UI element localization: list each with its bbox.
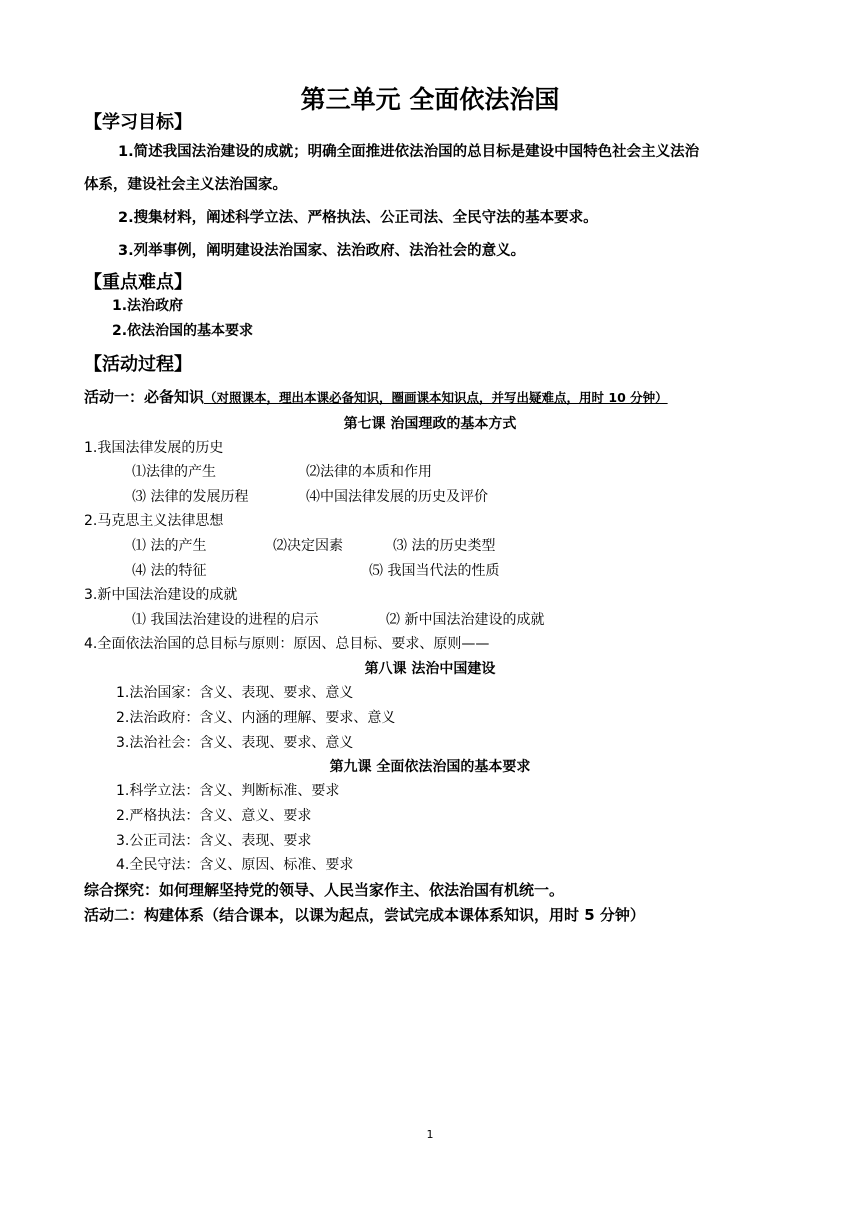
objective-1-line1: 1.简述我国法治建设的成就；明确全面推进依法治国的总目标是建设中国特色社会主义法治 [118, 144, 700, 160]
page-title: 第三单元 全面依法治国 [300, 85, 560, 114]
activity1-label: 活动一：必备知识 [84, 388, 205, 406]
lesson7-h1: 1.我国法律发展的历史 [84, 440, 224, 456]
objective-1-line2: 体系，建设社会主义法治国家。 [84, 177, 287, 193]
lesson7-h1-a: ⑴法律的产生 [132, 464, 216, 480]
objective-2: 2.搜集材料，阐述科学立法、严格执法、公正司法、全民守法的基本要求。 [118, 210, 598, 226]
lesson7-title: 第七课 治国理政的基本方式 [343, 416, 517, 432]
keypoint-item: 1.法治政府 [112, 298, 184, 314]
process-heading: 【活动过程】 [84, 354, 192, 375]
lesson7-h2-e: ⑸ 我国当代法的性质 [369, 563, 500, 579]
objectives-heading: 【学习目标】 [84, 112, 192, 133]
activity2-heading: 活动二：构建体系（结合课本，以课为起点，尝试完成本课体系知识，用时 5 分钟） [84, 906, 645, 924]
lesson7-h4: 4.全面依法治国的总目标与原则：原因、总目标、要求、原则—— [84, 636, 490, 652]
keypoint-item: 2.依法治国的基本要求 [112, 323, 254, 339]
lesson8-item: 2.法治政府：含义、内涵的理解、要求、意义 [116, 710, 396, 726]
lesson7-h1-c: ⑶ 法律的发展历程 [132, 489, 249, 505]
lesson7-h2: 2.马克思主义法律思想 [84, 513, 224, 529]
lesson7-h1-b: ⑵法律的本质和作用 [306, 464, 432, 480]
lesson7-h3-b: ⑵ 新中国法治建设的成就 [386, 612, 545, 628]
lesson7-h2-b: ⑵决定因素 [273, 538, 343, 554]
lesson7-h3: 3.新中国法治建设的成就 [84, 587, 238, 603]
objective-3: 3.列举事例，阐明建设法治国家、法治政府、法治社会的意义。 [118, 243, 526, 259]
lesson8-item: 1.法治国家：含义、表现、要求、意义 [116, 685, 354, 701]
activity1-line [84, 386, 668, 407]
lesson8-item: 3.法治社会：含义、表现、要求、意义 [116, 735, 354, 751]
synthesis-question: 综合探究：如何理解坚持党的领导、人民当家作主、依法治国有机统一。 [84, 881, 565, 899]
lesson7-h2-c: ⑶ 法的历史类型 [393, 538, 496, 554]
lesson9-title: 第九课 全面依法治国的基本要求 [329, 759, 531, 775]
lesson7-h3-a: ⑴ 我国法治建设的进程的启示 [132, 612, 319, 628]
lesson9-item: 2.严格执法：含义、意义、要求 [116, 808, 312, 824]
lesson9-item: 1.科学立法：含义、判断标准、要求 [116, 783, 340, 799]
lesson9-item: 3.公正司法：含义、表现、要求 [116, 833, 312, 849]
lesson7-h2-a: ⑴ 法的产生 [132, 538, 207, 554]
lesson7-h1-d: ⑷中国法律发展的历史及评价 [306, 489, 488, 505]
page-number: 1 [426, 1128, 434, 1141]
keypoints-heading: 【重点难点】 [84, 272, 192, 293]
lesson8-title: 第八课 法治中国建设 [364, 661, 496, 677]
lesson7-h2-d: ⑷ 法的特征 [132, 563, 207, 579]
activity1-note: （对照课本，理出本课必备知识，圈画课本知识点，并写出疑难点，用时 10 分钟） [204, 390, 668, 405]
lesson9-item: 4.全民守法：含义、原因、标准、要求 [116, 857, 354, 873]
